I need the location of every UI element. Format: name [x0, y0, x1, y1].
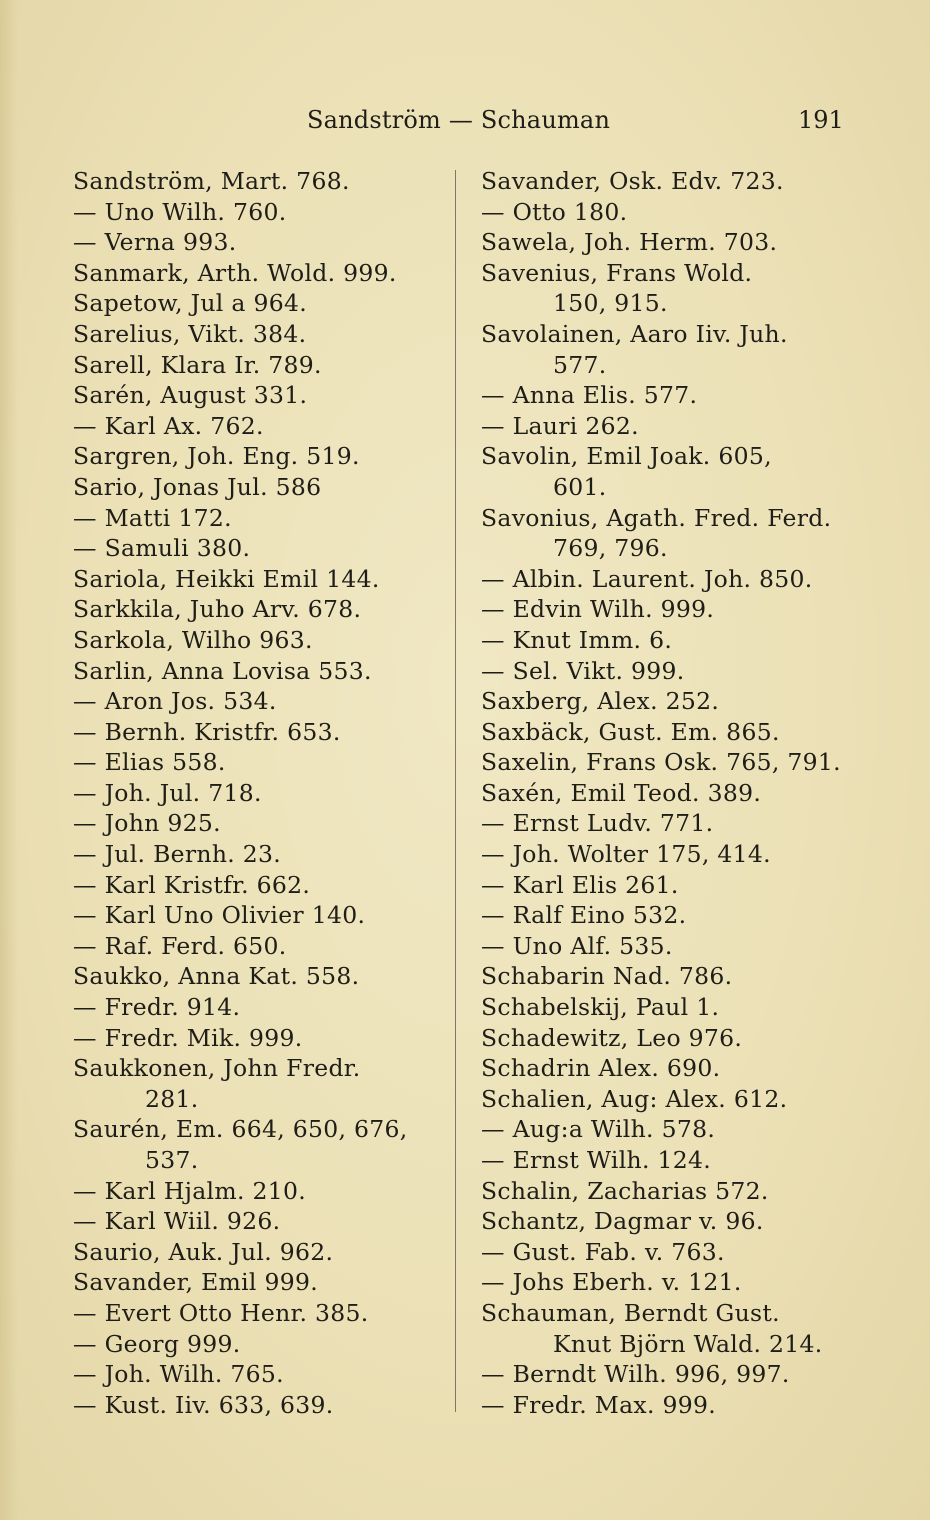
index-entry: Sarell, Klara Ir. 789. — [73, 350, 322, 379]
index-entry: — Jul. Bernh. 23. — [73, 840, 282, 869]
index-entry: — Ernst Ludv. 771. — [481, 809, 714, 838]
index-entry: — Uno Alf. 535. — [481, 931, 673, 960]
index-entry: — Lauri 262. — [481, 411, 639, 440]
index-entry: Sargren, Joh. Eng. 519. — [73, 442, 360, 471]
index-entry: Sario, Jonas Jul. 586 — [73, 472, 322, 501]
index-entry: — Fredr. 914. — [73, 993, 241, 1022]
index-entry: — Evert Otto Henr. 385. — [73, 1298, 369, 1327]
index-entry: — Joh. Jul. 718. — [73, 778, 262, 807]
index-entry: Savonius, Agath. Fred. Ferd. — [481, 503, 832, 532]
index-entry: Sarkkila, Juho Arv. 678. — [73, 595, 362, 624]
index-entry: — Karl Ax. 762. — [73, 411, 264, 440]
index-entry: — Matti 172. — [73, 503, 232, 532]
index-entry: — Raf. Ferd. 650. — [73, 931, 287, 960]
index-entry: — Kust. Iiv. 633, 639. — [73, 1390, 334, 1419]
index-entry: — Albin. Laurent. Joh. 850. — [481, 564, 813, 593]
index-entry: Sanmark, Arth. Wold. 999. — [73, 258, 397, 287]
index-entry: — Gust. Fab. v. 763. — [481, 1237, 725, 1266]
index-entry: Savander, Emil 999. — [73, 1268, 319, 1297]
index-entry: — Fredr. Mik. 999. — [73, 1023, 303, 1052]
index-entry: — Fredr. Max. 999. — [481, 1390, 717, 1419]
index-entry: — Otto 180. — [481, 197, 628, 226]
left-index-column — [73, 166, 445, 1420]
page-edge-shadow — [0, 0, 18, 1520]
index-entry-continuation: 601. — [553, 472, 607, 501]
index-entry: Savenius, Frans Wold. — [481, 258, 753, 287]
index-entry: Schabelskij, Paul 1. — [481, 993, 720, 1022]
index-entry: Saxén, Emil Teod. 389. — [481, 778, 762, 807]
index-entry: Sapetow, Jul a 964. — [73, 289, 307, 318]
index-entry: Sariola, Heikki Emil 144. — [73, 564, 380, 593]
index-entry: — Joh. Wilh. 765. — [73, 1360, 284, 1389]
index-entry: — Aug:a Wilh. 578. — [481, 1115, 716, 1144]
index-entry: Savolainen, Aaro Iiv. Juh. — [481, 319, 788, 348]
index-entry: — Knut Imm. 6. — [481, 625, 673, 654]
index-entry: Saurén, Em. 664, 650, 676, — [73, 1115, 408, 1144]
index-entry: Saukko, Anna Kat. 558. — [73, 962, 360, 991]
index-entry: — Georg 999. — [73, 1329, 241, 1358]
index-entry-continuation: 150, 915. — [553, 289, 668, 318]
index-entry: — Karl Hjalm. 210. — [73, 1176, 307, 1205]
index-entry: — Sel. Vikt. 999. — [481, 656, 685, 685]
index-entry: Schantz, Dagmar v. 96. — [481, 1207, 764, 1236]
index-entry: Schabarin Nad. 786. — [481, 962, 733, 991]
running-header — [0, 106, 930, 140]
index-entry: — Karl Elis 261. — [481, 870, 679, 899]
index-entry: Sarlin, Anna Lovisa 553. — [73, 656, 372, 685]
index-entry: — Johs Eberh. v. 121. — [481, 1268, 742, 1297]
index-entry: — Elias 558. — [73, 748, 226, 777]
index-entry: Sandström, Mart. 768. — [73, 167, 350, 195]
right-index-column — [481, 166, 853, 1420]
index-entry: — Ralf Eino 532. — [481, 901, 687, 930]
index-entry: — Joh. Wolter 175, 414. — [481, 840, 771, 869]
index-entry: Savolin, Emil Joak. 605, — [481, 442, 772, 471]
index-entry: Sarelius, Vikt. 384. — [73, 319, 307, 348]
index-entry: Saxberg, Alex. 252. — [481, 687, 720, 716]
index-entry-continuation: Knut Björn Wald. 214. — [553, 1329, 823, 1358]
index-entry: — Edvin Wilh. 999. — [481, 595, 715, 624]
index-entry-continuation: 281. — [145, 1084, 199, 1113]
index-entry: Sawela, Joh. Herm. 703. — [481, 228, 778, 257]
index-entry-continuation: 577. — [553, 350, 607, 379]
index-entry: Schalien, Aug: Alex. 612. — [481, 1084, 788, 1113]
index-entry: Schadewitz, Leo 976. — [481, 1023, 743, 1052]
index-entry: — John 925. — [73, 809, 221, 838]
index-entry-continuation: 537. — [145, 1146, 199, 1174]
index-entry: — Karl Wiil. 926. — [73, 1207, 281, 1236]
index-entry: Saurio, Auk. Jul. 962. — [73, 1237, 334, 1266]
index-entry: — Karl Kristfr. 662. — [73, 870, 311, 899]
index-entry: — Berndt Wilh. 996, 997. — [481, 1360, 790, 1389]
index-entry: Savander, Osk. Edv. 723. — [481, 167, 784, 195]
running-head-title: Sandström — Schauman — [307, 106, 611, 134]
index-entry: — Ernst Wilh. 124. — [481, 1146, 712, 1174]
index-entry: Saukkonen, John Fredr. — [73, 1054, 361, 1083]
index-entry: Sarén, August 331. — [73, 381, 308, 410]
page-number: 191 — [798, 106, 844, 134]
index-entry: Saxelin, Frans Osk. 765, 791. — [481, 748, 841, 777]
index-entry: — Uno Wilh. 760. — [73, 197, 287, 226]
index-entry-continuation: 769, 796. — [553, 534, 668, 563]
index-entry: Schauman, Berndt Gust. — [481, 1298, 780, 1327]
index-entry: Saxbäck, Gust. Em. 865. — [481, 717, 780, 746]
index-entry: — Anna Elis. 577. — [481, 381, 698, 410]
index-entry: — Aron Jos. 534. — [73, 687, 277, 716]
index-entry: — Karl Uno Olivier 140. — [73, 901, 366, 930]
index-entry: Schalin, Zacharias 572. — [481, 1176, 769, 1205]
index-entry: Schadrin Alex. 690. — [481, 1054, 721, 1083]
index-entry: — Samuli 380. — [73, 534, 251, 563]
index-entry: — Bernh. Kristfr. 653. — [73, 717, 341, 746]
index-entry: Sarkola, Wilho 963. — [73, 625, 313, 654]
column-divider — [455, 170, 456, 1412]
index-entry: — Verna 993. — [73, 228, 237, 257]
